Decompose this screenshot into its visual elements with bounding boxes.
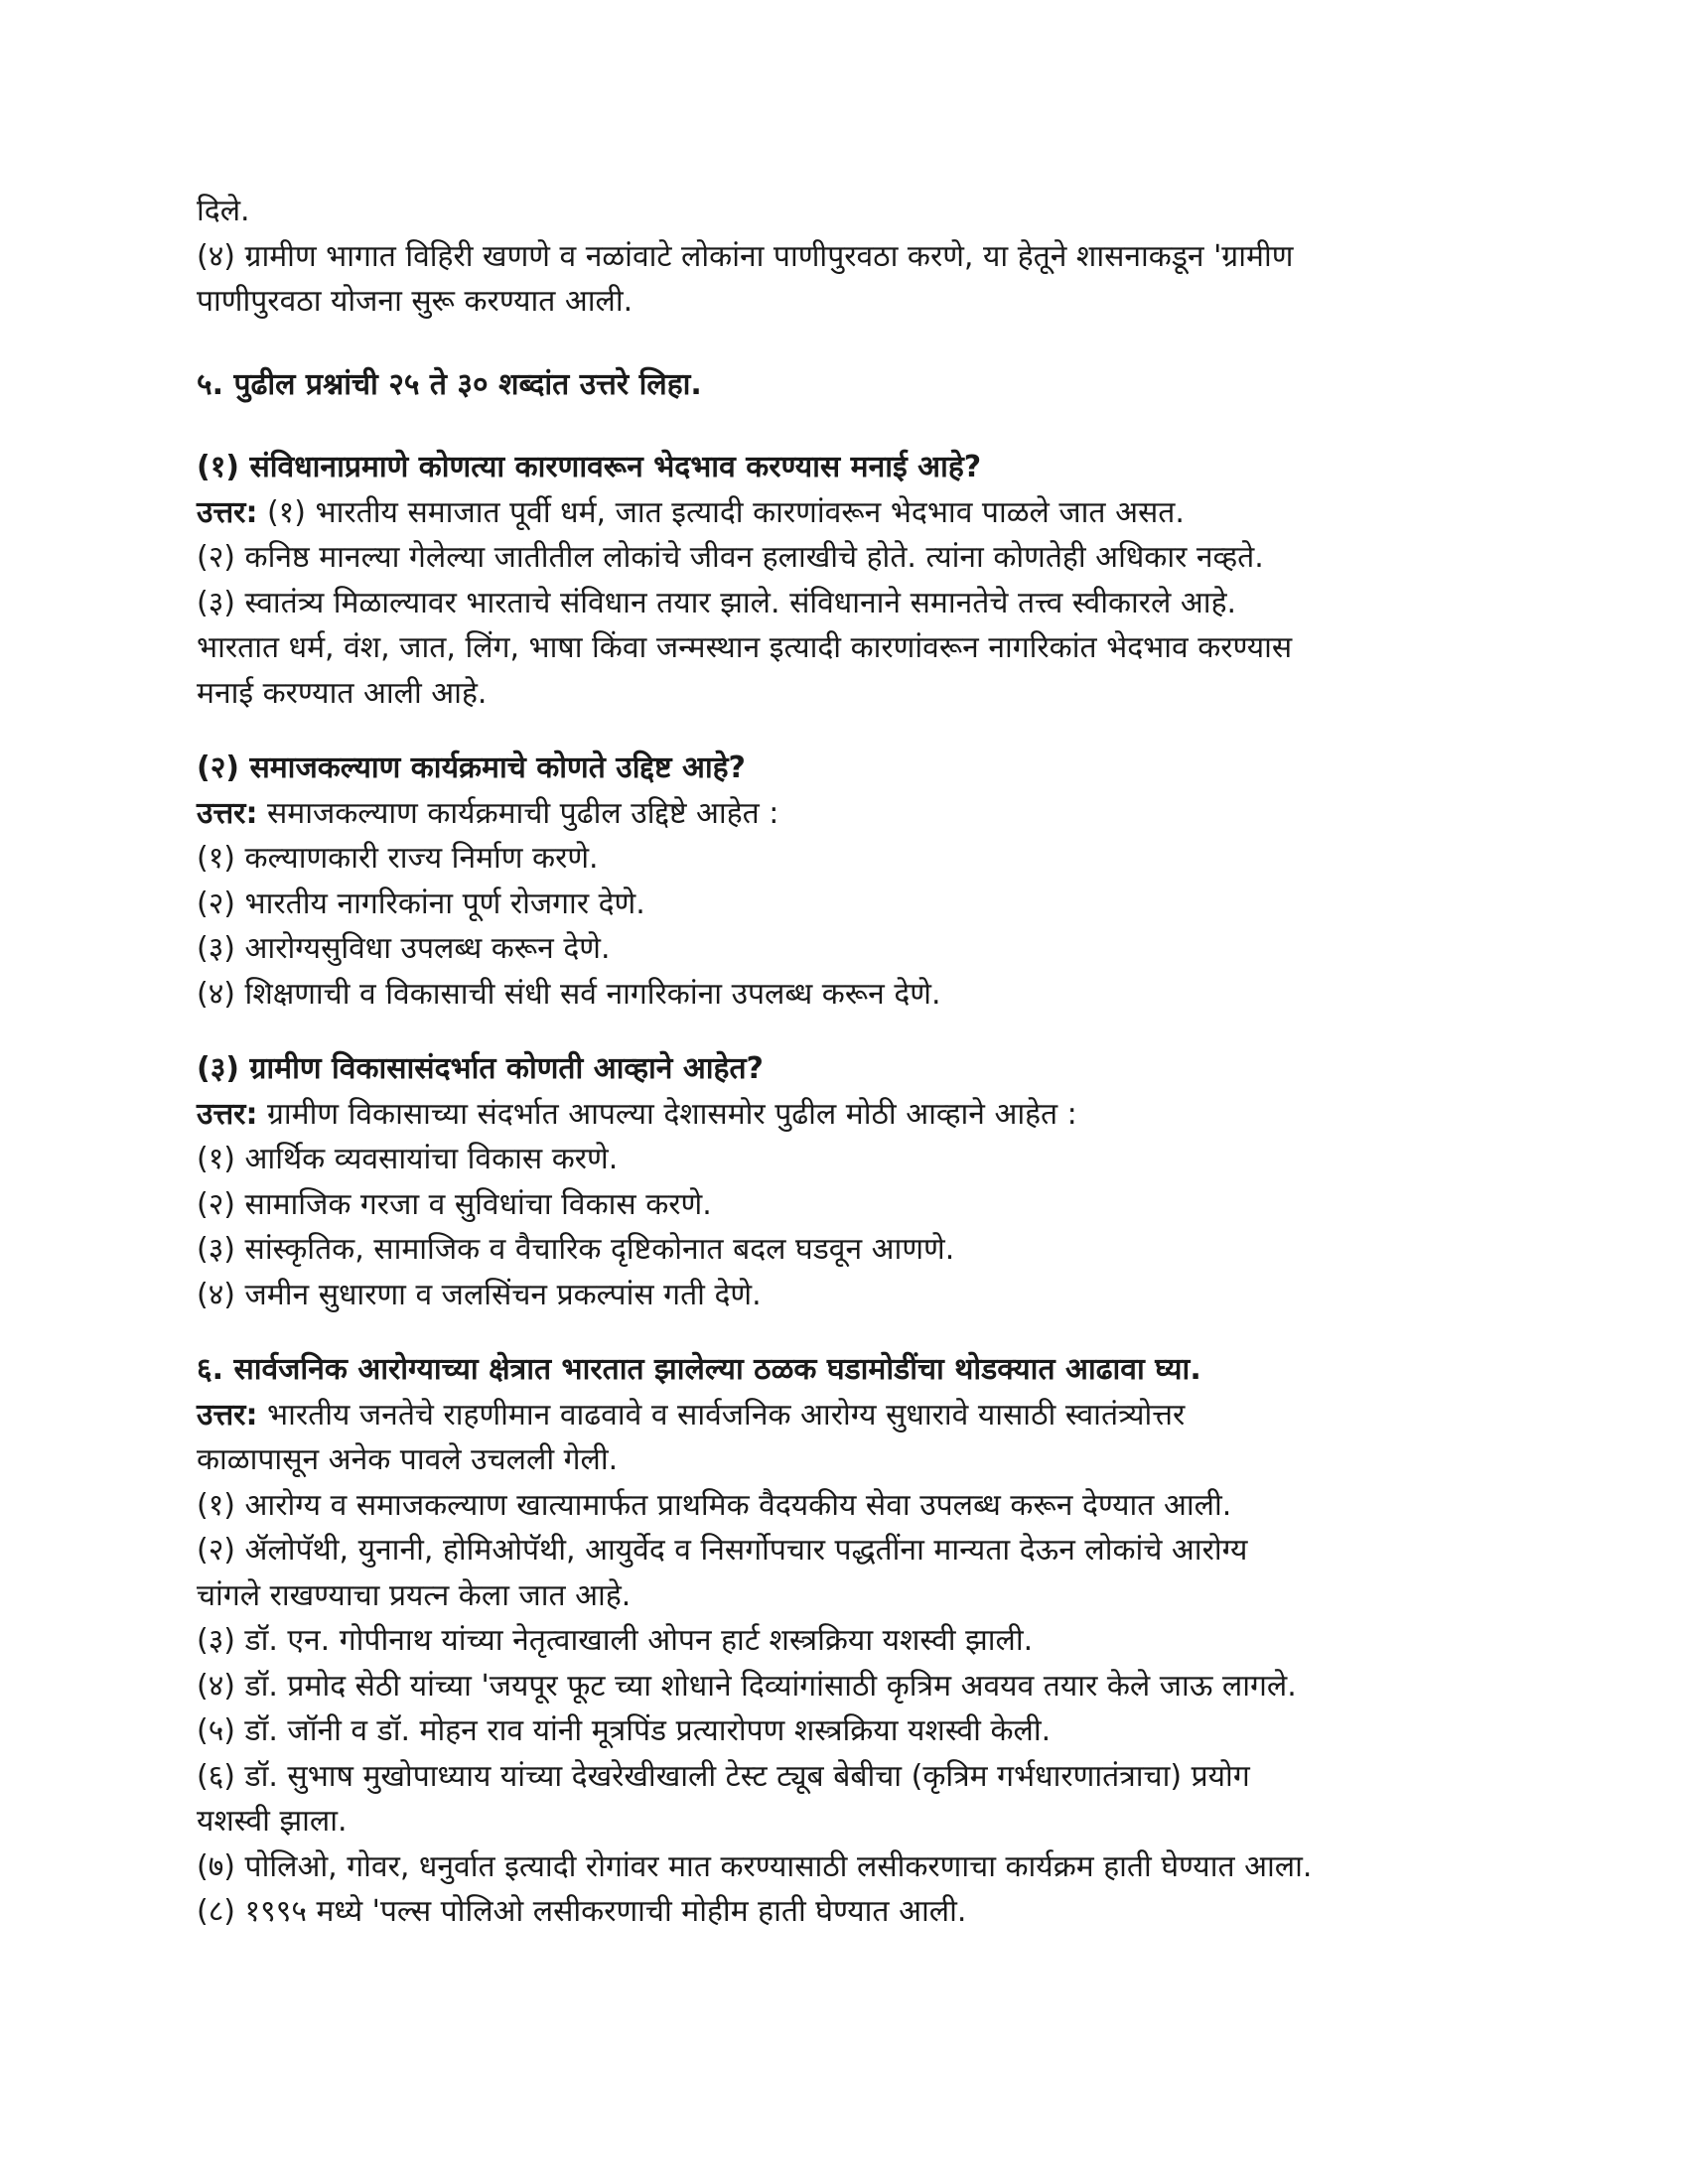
question-2-title: (२) समाजकल्याण कार्यक्रमाचे कोणते उद्दिष्ट आहे?	[197, 751, 746, 785]
answer-label: उत्तर:	[197, 494, 258, 530]
question-3-title: (३) ग्रामीण विकासासंदर्भात कोणती आव्हाने आहेत?	[197, 1051, 764, 1086]
answer-line: (५) डॉ. जॉनी व डॉ. मोहन राव यांनी मूत्रपिंड प्रत्यारोपण शस्त्रक्रिया यशस्वी केली.	[197, 1713, 1052, 1748]
document-page	[197, 189, 1517, 1935]
answer-line	[197, 1092, 1517, 1138]
answer-label: उत्तर:	[197, 1096, 258, 1132]
answer-line: (१) कल्याणकारी राज्य निर्माण करणे.	[197, 841, 599, 876]
intro-line: दिले.	[197, 194, 250, 228]
answer-line: काळापासून अनेक पावले उचलली गेली.	[197, 1442, 619, 1477]
answer-line: (२) भारतीय नागरिकांना पूर्ण रोजगार देणे.	[197, 886, 645, 921]
answer-line: (२) सामाजिक गरजा व सुविधांचा विकास करणे.	[197, 1186, 712, 1222]
section-5-heading: ५. पुढील प्रश्नांची २५ ते ३० शब्दांत उत्तरे लिहा.	[197, 366, 702, 402]
answer-text: भारतीय जनतेचे राहणीमान वाढवावे व सार्वजनिक आरोग्य सुधारावे यासाठी स्वातंत्र्योत्तर	[257, 1397, 1186, 1433]
answer-line: (७) पोलिओ, गोवर, धनुर्वात इत्यादी रोगांवर मात करण्यासाठी लसीकरणाचा कार्यक्रम हाती घेण्यात आला.	[197, 1848, 1313, 1884]
answer-line: (२) कनिष्ठ मानल्या गेलेल्या जातीतील लोकांचे जीवन हलाखीचे होते. त्यांना कोणतेही अधिकार नव्हते.	[197, 540, 1264, 575]
answer-line: (४) शिक्षणाची व विकासाची संधी सर्व नागरिकांना उपलब्ध करून देणे.	[197, 976, 941, 1012]
question-2-block	[197, 746, 1517, 1017]
answer-line: भारतात धर्म, वंश, जात, लिंग, भाषा किंवा जन्मस्थान इत्यादी कारणांवरून नागरिकांत भेदभाव करण्यास	[197, 630, 1293, 665]
answer-line: (२) ॲलोपॅथी, युनानी, होमिओपॅथी, आयुर्वेद व निसर्गोपचार पद्धतींना मान्यता देऊन लोकांचे आरोग्य	[197, 1533, 1248, 1568]
answer-line: (४) जमीन सुधारणा व जलसिंचन प्रकल्पांस गती देणे.	[197, 1277, 762, 1312]
answer-line: (१) आरोग्य व समाजकल्याण खात्यामार्फत प्राथमिक वैदयकीय सेवा उपलब्ध करून देण्यात आली.	[197, 1487, 1232, 1523]
intro-line: पाणीपुरवठा योजना सुरू करण्यात आली.	[197, 284, 633, 319]
section-6-block	[197, 1347, 1517, 1935]
answer-line	[197, 1393, 1517, 1438]
answer-line: यशस्वी झाला.	[197, 1804, 348, 1839]
section-6-heading: ६. सार्वजनिक आरोग्याच्या क्षेत्रात भारतात झालेल्या ठळक घडामोडींचा थोडक्यात आढावा घ्या.	[197, 1352, 1201, 1387]
answer-line: (४) डॉ. प्रमोद सेठी यांच्या 'जयपूर फूट च्या शोधाने दिव्यांगांसाठी कृत्रिम अवयव तयार केले जाऊ लागले.	[197, 1668, 1297, 1704]
answer-line: (८) १९९५ मध्ये 'पल्स पोलिओ लसीकरणाची मोहीम हाती घेण्यात आली.	[197, 1894, 967, 1929]
answer-line: (३) सांस्कृतिक, सामाजिक व वैचारिक दृष्टिकोनात बदल घडवून आणणे.	[197, 1232, 955, 1267]
answer-line: चांगले राखण्याचा प्रयत्न केला जात आहे.	[197, 1577, 632, 1613]
answer-label: उत्तर:	[197, 1397, 258, 1433]
answer-line: (३) आरोग्यसुविधा उपलब्ध करून देणे.	[197, 931, 611, 966]
answer-line: (३) स्वातंत्र्य मिळाल्यावर भारताचे संविधान तयार झाले. संविधानाने समानतेचे तत्त्व स्वीकारले आहे.	[197, 585, 1237, 620]
question-1-block	[197, 445, 1517, 716]
answer-line: (३) डॉ. एन. गोपीनाथ यांच्या नेतृत्वाखाली ओपन हार्ट शस्त्रक्रिया यशस्वी झाली.	[197, 1623, 1034, 1658]
answer-text: (१) भारतीय समाजात पूर्वी धर्म, जात इत्यादी कारणांवरून भेदभाव पाळले जात असत.	[257, 494, 1185, 530]
answer-line	[197, 490, 1517, 536]
question-3-block	[197, 1046, 1517, 1317]
answer-text: ग्रामीण विकासाच्या संदर्भात आपल्या देशासमोर पुढील मोठी आव्हाने आहेत :	[257, 1096, 1077, 1132]
answer-line: (१) आर्थिक व्यवसायांचा विकास करणे.	[197, 1142, 619, 1176]
question-1-title: (१) संविधानाप्रमाणे कोणत्या कारणावरून भेदभाव करण्यास मनाई आहे?	[197, 450, 982, 484]
answer-line: (६) डॉ. सुभाष मुखोपाध्याय यांच्या देखरेखीखाली टेस्ट ट्यूब बेबीचा (कृत्रिम गर्भधारणातंत्राचा) प्रयोग	[197, 1758, 1250, 1794]
answer-line: मनाई करण्यात आली आहे.	[197, 675, 488, 711]
intro-line: (४) ग्रामीण भागात विहिरी खणणे व नळांवाटे लोकांना पाणीपुरवठा करणे, या हेतूने शासनाकडून 'ग्रामीण	[197, 238, 1294, 274]
answer-line	[197, 791, 1517, 837]
answer-text: समाजकल्याण कार्यक्रमाची पुढील उद्दिष्टे आहेत :	[257, 795, 779, 831]
answer-label: उत्तर:	[197, 795, 258, 831]
